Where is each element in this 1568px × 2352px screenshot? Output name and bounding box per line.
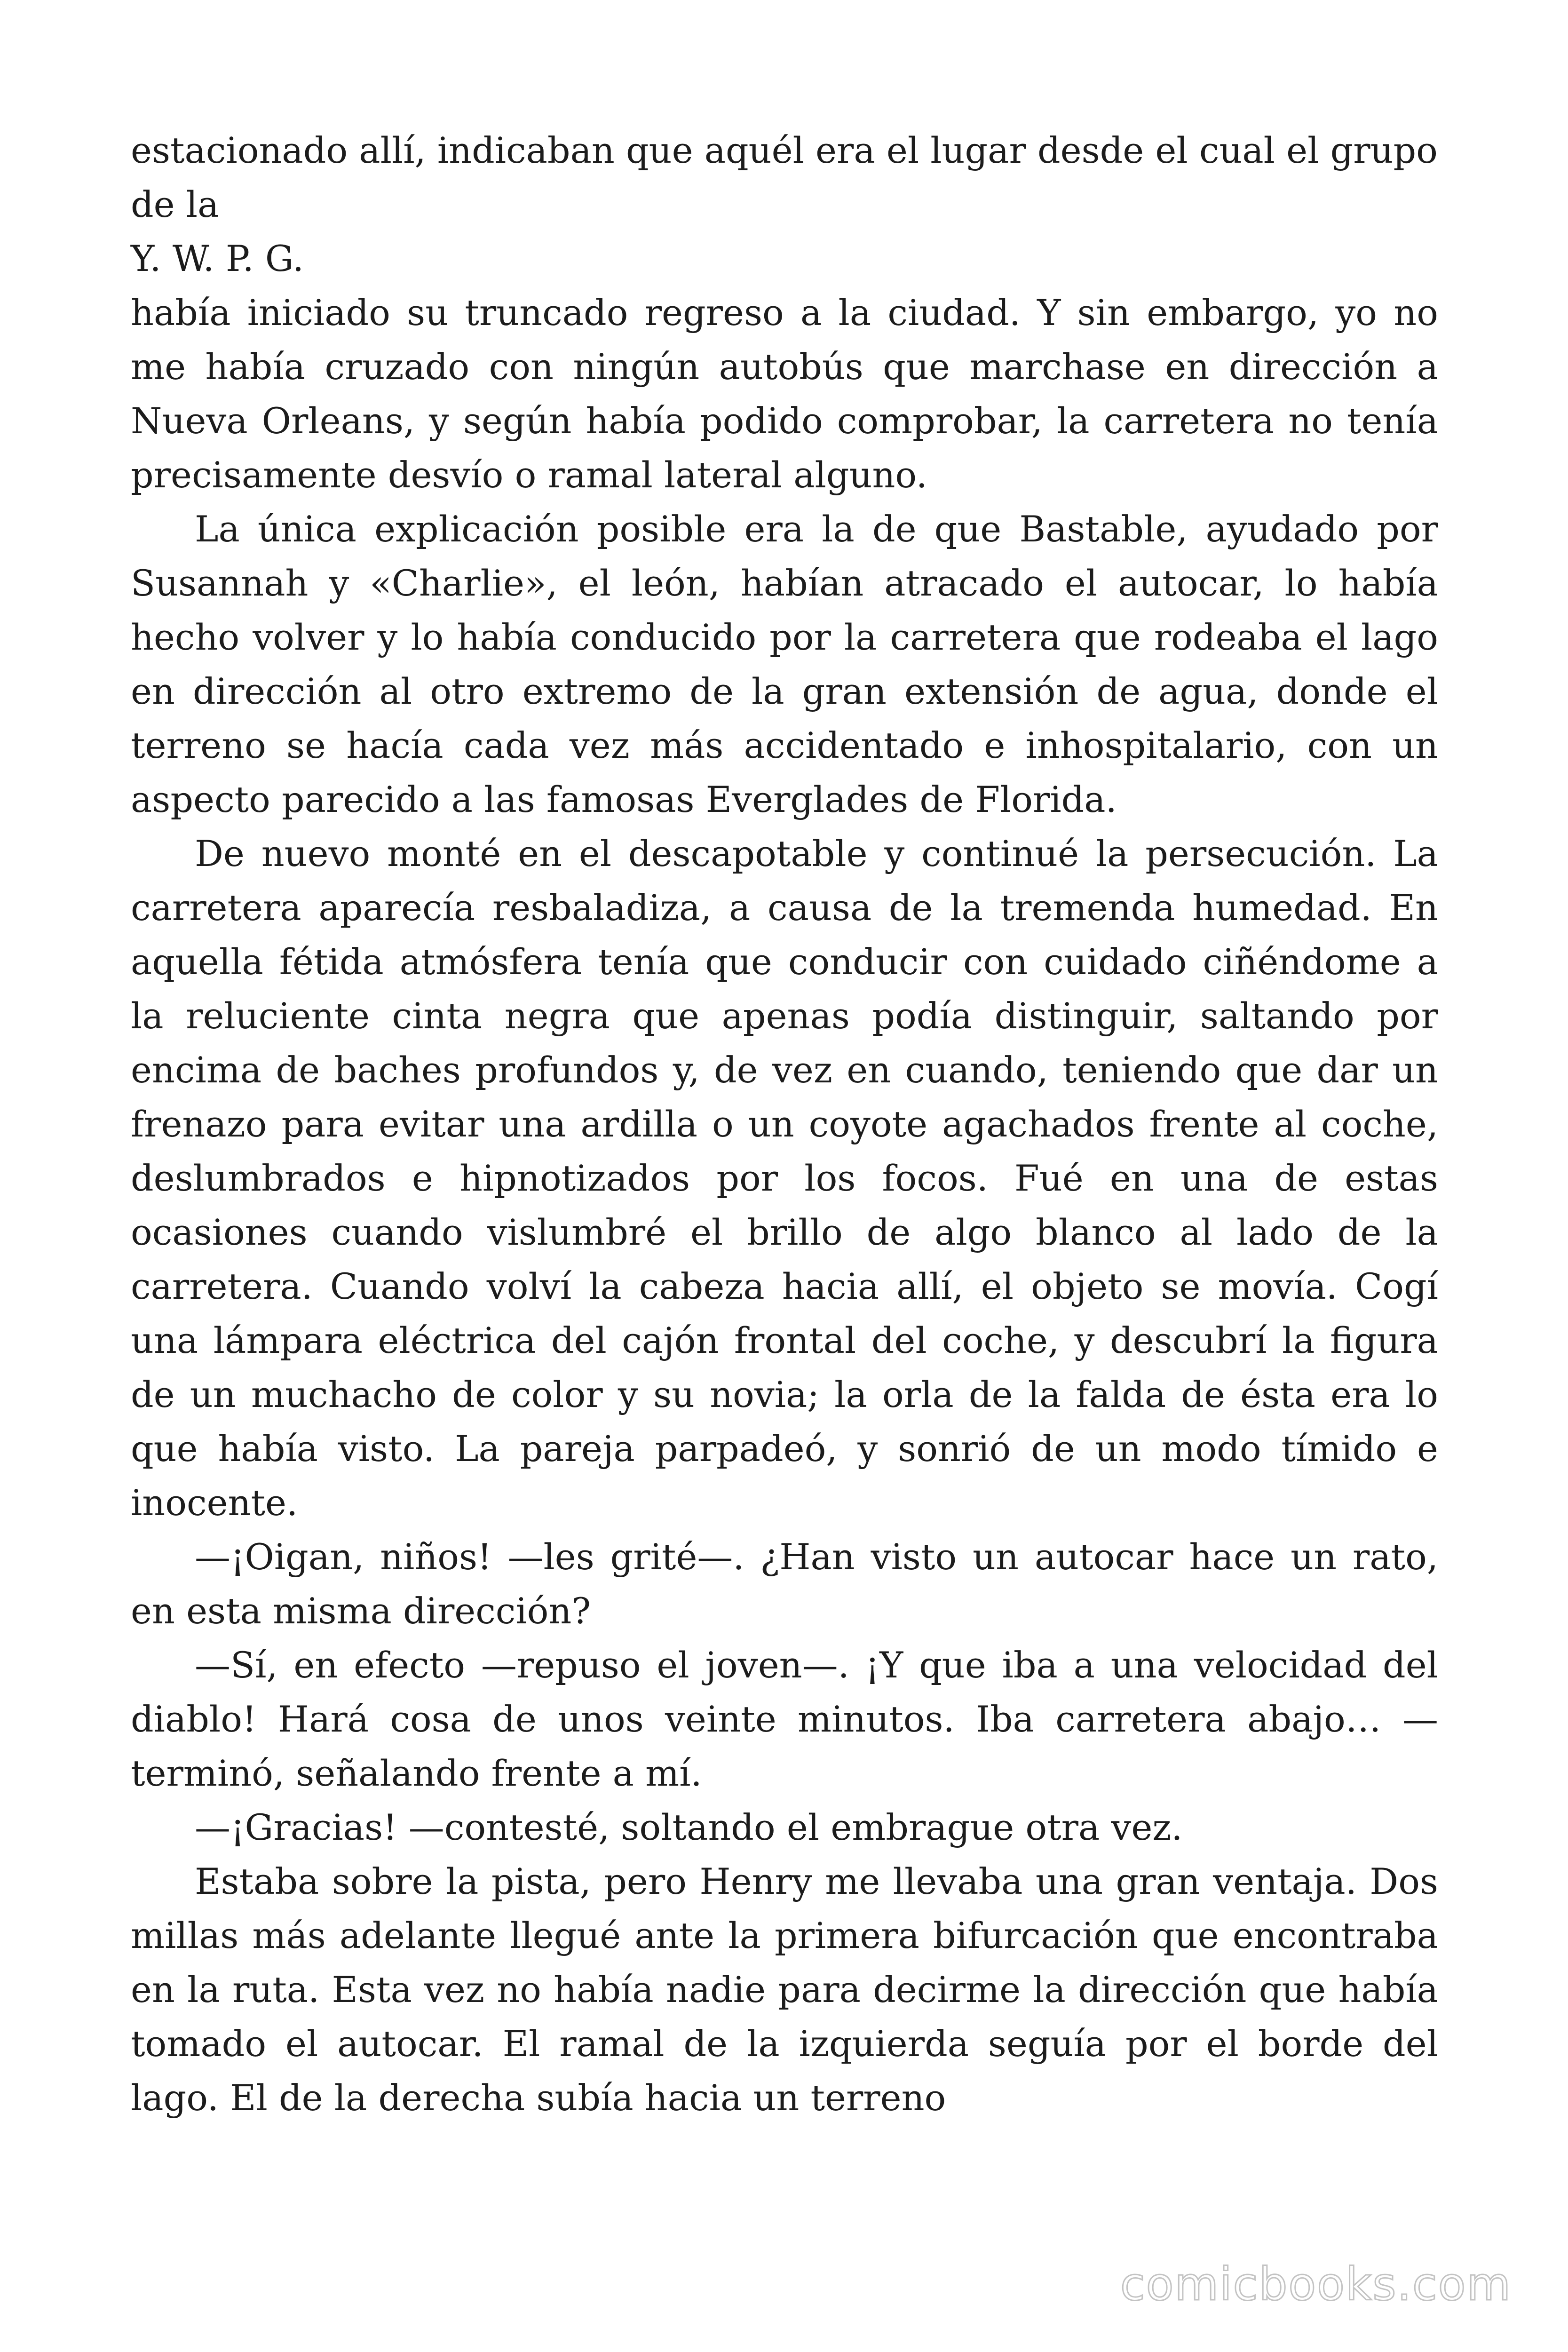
- paragraph: —¡Oigan, niños! —les grité—. ¿Han visto un autocar hace un rato, en esta misma dirección?: [131, 1536, 1438, 1632]
- paragraph: Y. W. P. G.: [131, 238, 304, 279]
- paragraph: De nuevo monté en el descapotable y continué la persecución. La carretera aparecía resbaladiza, a causa de la tremenda humedad. En aquella fétida atmósfera tenía que conducir con cuidado ciñéndome a la reluciente cinta negra que apenas podía distinguir, saltando por encima de baches profundos y, de vez en cuando, teniendo que dar un frenazo para evitar una ardilla o un coyote agachados frente al coche, deslumbrados e hipnotizados por los focos. Fué en una de estas ocasiones cuando vislumbré el brillo de algo blanco al lado de la carretera. Cuando volví la cabeza hacia allí, el objeto se movía. Cogí una lámpara eléctrica del cajón frontal del coche, y descubrí la figura de un muchacho de color y su novia; la orla de la falda de ésta era lo que había visto. La pareja parpadeó, y sonrió de un modo tímido e inocente.: [131, 833, 1438, 1524]
- paragraph: estacionado allí, indicaban que aquél era el lugar desde el cual el grupo de la: [131, 129, 1438, 225]
- paragraph: Estaba sobre la pista, pero Henry me llevaba una gran ventaja. Dos millas más adelante llegué ante la primera bifurcación que encontraba en la ruta. Esta vez no había nadie para decirme la dirección que había tomado el autocar. El ramal de la izquierda seguía por el borde del lago. El de la derecha subía hacia un terreno: [131, 1860, 1438, 2119]
- paragraph: había iniciado su truncado regreso a la ciudad. Y sin embargo, yo no me había cruzado con ningún autobús que marchase en dirección a Nueva Orleans, y según había podido comprobar, la carretera no tenía precisamente desvío o ramal lateral alguno.: [131, 292, 1438, 496]
- paragraph: La única explicación posible era la de que Bastable, ayudado por Susannah y «Charlie», el león, habían atracado el autocar, lo había hecho volver y lo había conducido por la carretera que rodeaba el lago en dirección al otro extremo de la gran extensión de agua, donde el terreno se hacía cada vez más accidentado e inhospitalario, con un aspecto parecido a las famosas Everglades de Florida.: [131, 508, 1438, 820]
- page-body: [131, 123, 1438, 2125]
- paragraph: —¡Gracias! —contesté, soltando el embrague otra vez.: [195, 1806, 1183, 1848]
- watermark: comicbooks.com: [1120, 2258, 1512, 2311]
- paragraph: —Sí, en efecto —repuso el joven—. ¡Y que iba a una velocidad del diablo! Hará cosa de unos veinte minutos. Iba carretera abajo… —terminó, señalando frente a mí.: [131, 1644, 1438, 1794]
